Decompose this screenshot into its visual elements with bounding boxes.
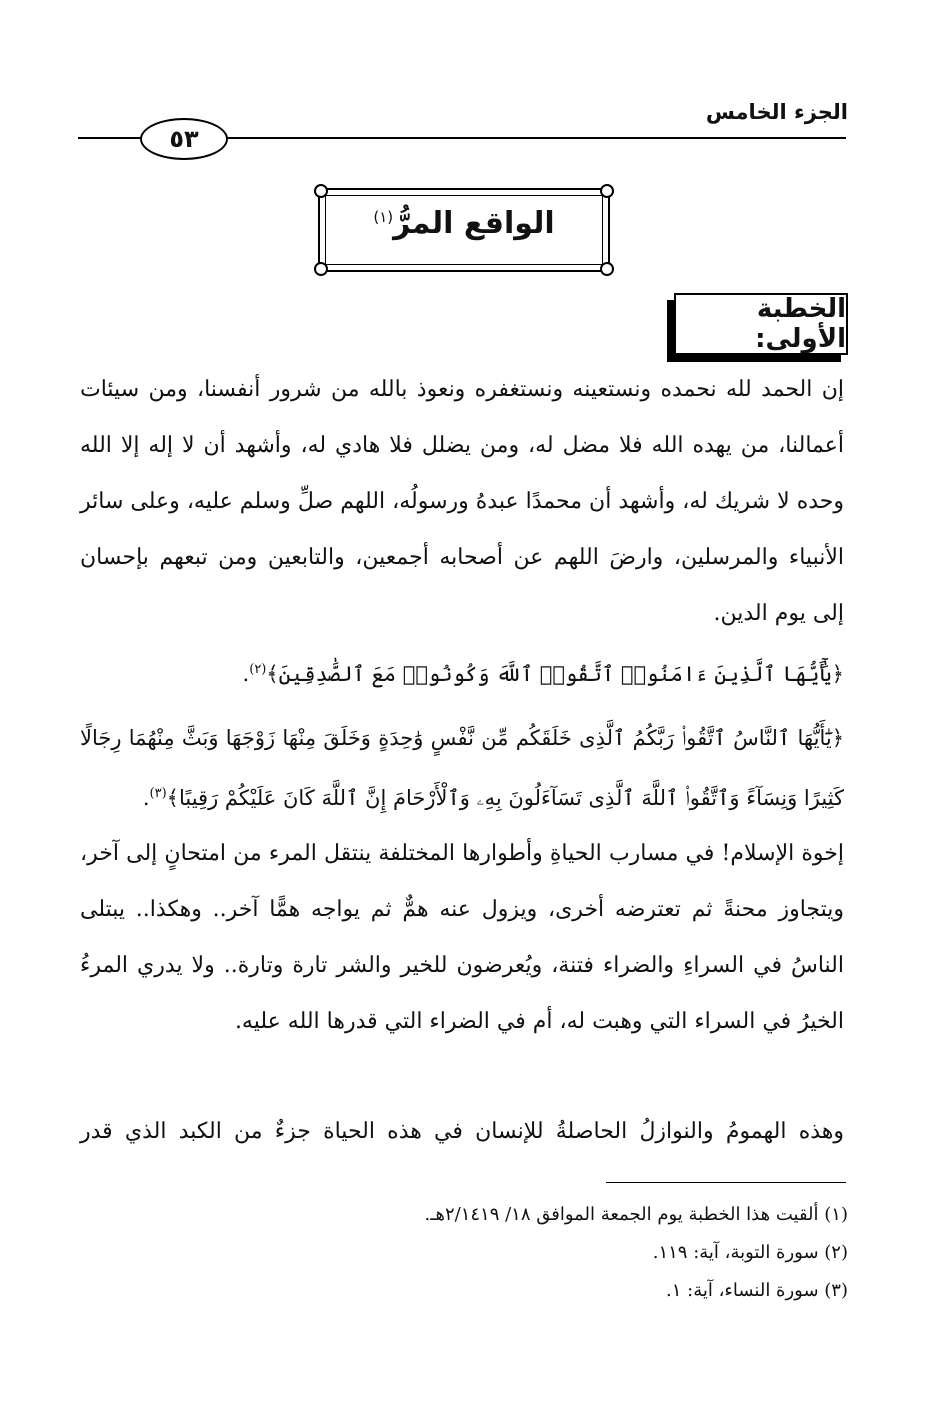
verse-1-ref: (٢) [249,662,267,677]
running-head: الجزء الخامس [705,100,848,124]
footnote-item: (١) ألقيت هذا الخطبة يوم الجمعة الموافق ١٨/ ٢/١٤١٩هـ. [424,1204,848,1225]
footnote-rule [606,1182,846,1183]
frame-corner-ornament [314,262,328,276]
chapter-title [320,206,608,241]
frame-corner-ornament [600,184,614,198]
footnote-item: (٢) سورة التوبة، آية: ١١٩. [652,1242,848,1263]
frame-corner-ornament [600,262,614,276]
chapter-title-box [318,188,610,272]
verse-2-ref: (٣) [149,786,167,801]
quran-verse-1: ﴿يَٰٓأَيُّهَا ٱلَّذِينَ ءَامَنُوا۟ ٱتَّقُوا۟ ٱللَّهَ وَكُونُوا۟ مَعَ ٱلصَّٰدِقِينَ﴾$^{(٢)}$. [242,662,844,686]
footnotes [80,1196,848,1310]
footnote-item: (٣) سورة النساء، آية: ١. [666,1280,848,1301]
opening-paragraph: إن الحمد لله نحمده ونستعينه ونستغفره ونعوذ بالله من شرور أنفسنا، ومن سيئات أعمالنا، من يهده الله فلا مضل له، ومن يضلل فلا هادي له، وأشهد أن لا إله إلا الله وحده لا شريك له، وأشهد أن محمدًا عبدهُ ورسولُه، اللهم صلِّ وسلم عليه، وعلى سائر الأنبياء والمرسلين، وارضَ اللهم عن أصحابه أجمعين، والتابعين ومن تبعهم بإحسان إلى يوم الدين. [80,377,844,626]
verse-1-text: ﴿يَٰٓأَيُّهَا ٱلَّذِينَ ءَامَنُوا۟ ٱتَّقُوا۟ ٱللَّهَ وَكُونُوا۟ مَعَ ٱلصَّٰدِقِينَ﴾ [266,662,844,686]
quran-verse-2: ﴿يَٰٓأَيُّهَا ٱلنَّاسُ ٱتَّقُوا۟ رَبَّكُمُ ٱلَّذِى خَلَقَكُم مِّن نَّفْسٍ وَٰحِدَةٍ وَخَلَقَ مِنْهَا زَوْجَهَا وَبَثَّ مِنْهُمَا رِجَالًا كَثِيرًا وَنِسَآءً وَٱتَّقُوا۟ ٱللَّهَ ٱلَّذِى تَسَآءَلُونَ بِهِۦ وَٱلْأَرْحَامَ إِنَّ ٱللَّهَ كَانَ عَلَيْكُمْ رَقِيبًا﴾$^{(٣)}$. [80,726,844,810]
chapter-title-text: الواقع المرُّ [393,206,555,241]
page-number: ٥٣ [140,118,228,160]
frame-corner-ornament [314,184,328,198]
section-heading: الخطبة الأولى: [674,293,848,355]
verse-2-text: ﴿يَٰٓأَيُّهَا ٱلنَّاسُ ٱتَّقُوا۟ رَبَّكُمُ ٱلَّذِى خَلَقَكُم مِّن نَّفْسٍ وَٰحِدَةٍ وَخَلَقَ مِنْهَا زَوْجَهَا وَبَثَّ مِنْهُمَا رِجَالًا كَثِيرًا وَنِسَآءً وَٱتَّقُوا۟ ٱللَّهَ ٱلَّذِى تَسَآءَلُونَ بِهِۦ وَٱلْأَرْحَامَ إِنَّ ٱللَّهَ كَانَ عَلَيْكُمْ رَقِيبًا﴾ [80,726,844,810]
body-paragraph-3: وهذه الهمومُ والنوازلُ الحاصلةُ للإنسان في هذه الحياة جزءٌ من الكبد الذي قدر [80,1119,844,1144]
body-paragraph-2: إخوة الإسلام! في مسارب الحياةِ وأطوارها المختلفة ينتقل المرء من امتحانٍ إلى آخر، ويتجاوز محنةً ثم تعترضه أخرى، ويزول عنه همٌّ ثم يواجه همًّا آخر.. وهكذا.. يبتلى الناسُ في السراءِ والضراء فتنة، ويُعرضون للخير والشر تارة وتارة.. ولا يدري المرءُ الخيرُ في السراء التي وهبت له، أم في الضراء التي قدرها الله عليه. [80,841,844,1034]
chapter-footnote-ref: (١) [373,208,394,226]
